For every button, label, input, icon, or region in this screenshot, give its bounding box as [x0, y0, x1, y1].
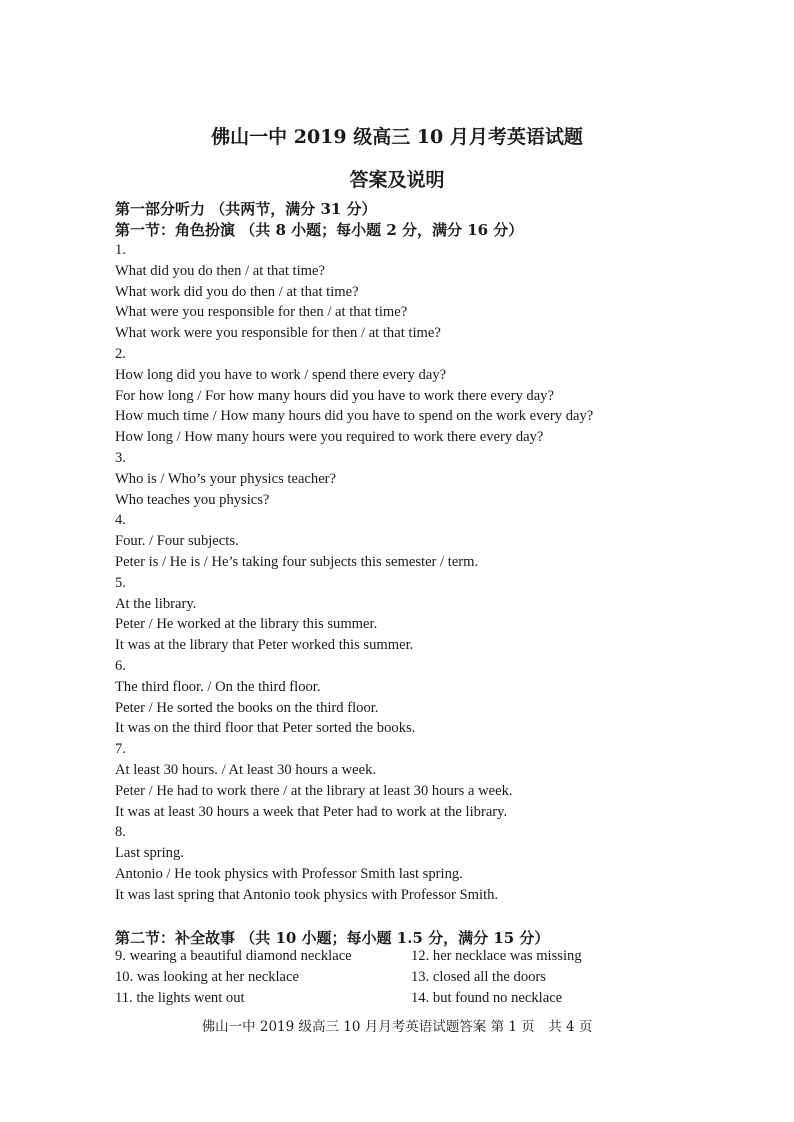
answer-line: Last spring.: [115, 845, 184, 862]
answer-left: 11. the lights went out: [115, 989, 245, 1006]
answer-line: What were you responsible for then / at that time?: [115, 304, 408, 321]
answer-line: It was on the third floor that Peter sorted the books.: [115, 720, 416, 737]
answer-line: 8.: [115, 824, 126, 841]
answer-line: It was last spring that Antonio took physics with Professor Smith.: [115, 886, 499, 903]
section1-answers: [115, 240, 593, 906]
answer-line: It was at least 30 hours a week that Peter had to work at the library.: [115, 803, 508, 820]
answer-line: What work did you do then / at that time?: [115, 283, 359, 300]
answer-row: [115, 946, 675, 967]
answer-line: Who teaches you physics?: [115, 491, 270, 508]
answer-line: The third floor. / On the third floor.: [115, 678, 321, 695]
section2-answers: [115, 946, 675, 1008]
answer-line: What work were you responsible for then / at that time?: [115, 325, 441, 342]
answer-line: At least 30 hours. / At least 30 hours a week.: [115, 761, 377, 778]
page-footer: 佛山一中 2019 级高三 10 月月考英语试题答案 第 1 页 共 4 页: [201, 1019, 593, 1035]
answer-line: 3.: [115, 449, 126, 466]
answer-left: 10. was looking at her necklace: [115, 968, 299, 985]
part1-heading: 第一部分听力 （共两节，满分 31 分）: [115, 200, 377, 218]
answer-line: Peter / He sorted the books on the third floor.: [115, 699, 379, 716]
answer-left: 9. wearing a beautiful diamond necklace: [115, 948, 352, 964]
answer-line: It was at the library that Peter worked this summer.: [115, 637, 414, 654]
answer-line: How much time / How many hours did you have to spend on the work every day?: [115, 408, 594, 425]
answer-right: 12. her necklace was missing: [411, 948, 582, 964]
section1-heading: 第一节：角色扮演 （共 8 小题；每小题 2 分，满分 16 分）: [115, 221, 524, 239]
answer-line: Who is / Who’s your physics teacher?: [115, 470, 337, 487]
answer-line: Four. / Four subjects.: [115, 533, 239, 550]
answer-line: 6.: [115, 657, 126, 674]
answer-line: How long / How many hours were you required to work there every day?: [115, 429, 544, 446]
answer-line: 7.: [115, 741, 126, 758]
answer-right: 14. but found no necklace: [411, 989, 563, 1006]
answer-line: 2.: [115, 345, 126, 362]
answer-line: What did you do then / at that time?: [115, 262, 325, 279]
answer-line: For how long / For how many hours did you have to work there every day?: [115, 387, 554, 404]
answer-row: [115, 967, 675, 988]
section2-heading: 第二节：补全故事 （共 10 小题；每小题 1.5 分，满分 15 分）: [115, 929, 550, 947]
document-subtitle: 答案及说明: [349, 169, 445, 191]
answer-line: Peter / He worked at the library this summer.: [115, 616, 378, 633]
answer-line: Peter / He had to work there / at the library at least 30 hours a week.: [115, 782, 513, 799]
answer-line: At the library.: [115, 595, 197, 612]
answer-row: [115, 988, 675, 1009]
answer-right: 13. closed all the doors: [411, 968, 546, 985]
answer-line: 5.: [115, 574, 126, 591]
answer-line: How long did you have to work / spend there every day?: [115, 366, 447, 383]
document-title: 佛山一中 2019 级高三 10 月月考英语试题: [211, 126, 583, 148]
answer-line: Peter is / He is / He’s taking four subjects this semester / term.: [115, 553, 479, 570]
answer-line: 4.: [115, 512, 126, 529]
answer-line: Antonio / He took physics with Professor Smith last spring.: [115, 865, 463, 882]
answer-line: 1.: [115, 242, 126, 258]
